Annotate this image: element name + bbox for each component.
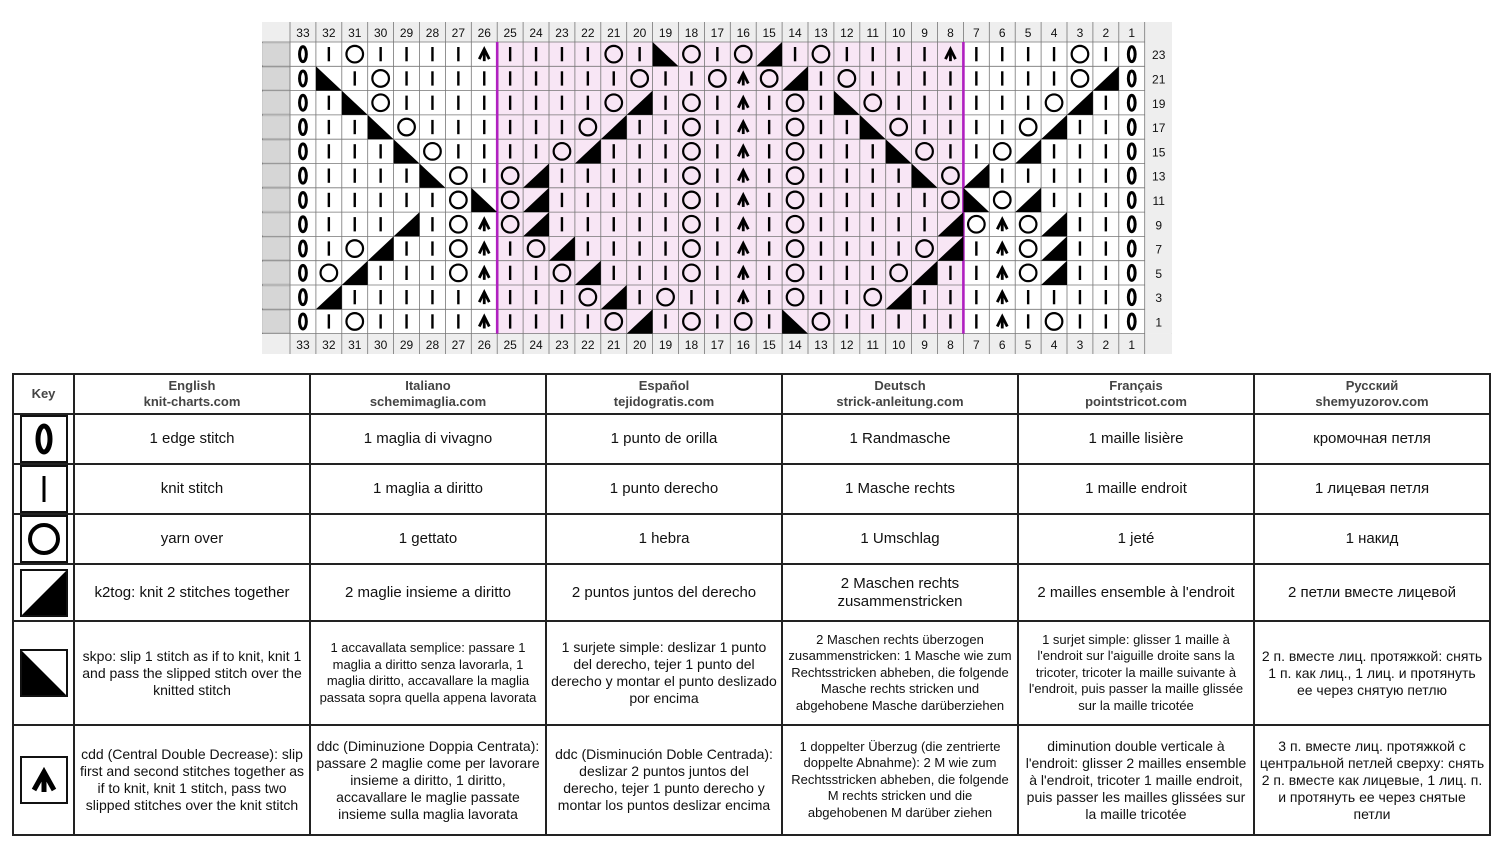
row-tab xyxy=(262,116,290,138)
key-text: ddc (Diminuzione Doppia Centrata): passare 2 maglie come per lavorare insieme a diritto, 1 diritto, accavallare le maglie passate insieme sulla maglia lavorata xyxy=(310,725,546,835)
language-site: strick-anleitung.com xyxy=(836,394,964,409)
key-text: 2 mailles ensemble à l'endroit xyxy=(1018,564,1254,621)
key-table xyxy=(12,373,1491,836)
key-text: 1 surjet simple: glisser 1 maille à l'endroit sur l'aiguille droite sans la tricoter, tricoter la maille suivante à l'endroit, puis passer la maille glissée sur la maille tricotée xyxy=(1018,621,1254,725)
column-number: 25 xyxy=(503,338,517,352)
column-number: 5 xyxy=(1024,26,1032,40)
column-number: 32 xyxy=(322,338,336,352)
column-number: 1 xyxy=(1128,338,1136,352)
column-number: 25 xyxy=(503,26,517,40)
column-number: 3 xyxy=(1076,26,1084,40)
key-text: cdd (Central Double Decrease): slip first and second stitches together as if to knit, knit 1 stitch, pass two slipped stitches over the knit stitch xyxy=(74,725,310,835)
key-text: 1 maglia a diritto xyxy=(310,464,546,514)
key-text: 1 Randmasche xyxy=(782,414,1018,464)
column-number: 13 xyxy=(814,26,828,40)
column-number: 15 xyxy=(762,338,776,352)
row-number: 1 xyxy=(1155,315,1163,330)
language-name: Deutsch xyxy=(874,378,926,393)
column-number: 4 xyxy=(1050,26,1058,40)
key-header-label: Key xyxy=(31,386,56,401)
key-text: кромочная петля xyxy=(1254,414,1490,464)
column-number: 24 xyxy=(529,26,543,40)
language-header xyxy=(1018,374,1254,414)
row-number: 9 xyxy=(1155,218,1163,233)
language-name: Italiano xyxy=(405,378,451,393)
column-number: 8 xyxy=(947,26,954,40)
key-text: 1 maglia di vivagno xyxy=(310,414,546,464)
column-number: 24 xyxy=(529,338,543,352)
column-number: 2 xyxy=(1102,338,1110,352)
column-number: 27 xyxy=(451,338,466,352)
row-tab xyxy=(262,43,290,65)
key-row-cdd xyxy=(13,725,1490,835)
row-number: 21 xyxy=(1152,72,1166,87)
column-number: 21 xyxy=(607,26,621,40)
row-tab xyxy=(262,213,290,235)
key-text: diminution double verticale à l'endroit: glisser 2 mailles ensemble à l'endroit, tricoter 1 maille endroit, puis passer les mailles glissées sur la maille tricotée xyxy=(1018,725,1254,835)
key-text: 1 лицевая петля xyxy=(1254,464,1490,514)
key-text: 2 Maschen rechts zusammenstricken xyxy=(782,564,1018,621)
column-number: 2 xyxy=(1102,26,1110,40)
row-tab xyxy=(262,237,290,259)
row-number: 19 xyxy=(1152,96,1166,111)
key-text: 1 surjete simple: deslizar 1 punto del derecho, tejer 1 punto del derecho y montar el punto deslizado por encima xyxy=(546,621,782,725)
column-number: 27 xyxy=(451,26,466,40)
key-text: 1 Masche rechts xyxy=(782,464,1018,514)
column-number: 19 xyxy=(658,26,673,40)
column-number: 11 xyxy=(866,26,879,40)
column-number: 17 xyxy=(710,26,725,40)
key-row-yarn-over xyxy=(13,514,1490,564)
column-number: 16 xyxy=(736,338,750,352)
column-number: 16 xyxy=(736,26,750,40)
row-number: 11 xyxy=(1152,193,1165,208)
row-number: 15 xyxy=(1152,145,1166,160)
column-number: 6 xyxy=(998,26,1006,40)
language-site: knit-charts.com xyxy=(143,394,241,409)
key-text: 1 jeté xyxy=(1018,514,1254,564)
column-number: 28 xyxy=(425,338,440,352)
language-name: Español xyxy=(638,378,690,393)
row-tab xyxy=(262,92,290,114)
column-number: 12 xyxy=(840,338,854,352)
row-tab xyxy=(262,310,290,332)
knitting-chart xyxy=(262,22,1172,354)
column-number: 20 xyxy=(632,338,647,352)
column-number: 28 xyxy=(425,26,440,40)
row-tab xyxy=(262,262,290,284)
key-text: knit stitch xyxy=(74,464,310,514)
yarn-over-icon xyxy=(20,515,68,563)
row-tab xyxy=(262,189,290,211)
key-text: 1 doppelter Überzug (die zentrierte doppelte Abnahme): 2 M wie zum Rechtsstricken abheben, die folgende M rechts stricken und die abgehobenen M darüber ziehen xyxy=(782,725,1018,835)
key-text: yarn over xyxy=(74,514,310,564)
column-number: 26 xyxy=(477,26,491,40)
key-text: 1 maille endroit xyxy=(1018,464,1254,514)
column-number: 19 xyxy=(658,338,673,352)
language-header xyxy=(74,374,310,414)
key-text: 2 п. вместе лиц. протяжкой: снять 1 п. как лиц., 1 лиц. и протянуть ее через снятую петлю xyxy=(1254,621,1490,725)
key-header xyxy=(13,374,74,414)
column-number: 21 xyxy=(607,338,621,352)
column-number: 32 xyxy=(322,26,336,40)
column-number: 29 xyxy=(399,26,414,40)
key-text: 1 maille lisière xyxy=(1018,414,1254,464)
language-header xyxy=(1254,374,1490,414)
column-number: 12 xyxy=(840,26,854,40)
column-number: 14 xyxy=(788,338,802,352)
column-number: 18 xyxy=(684,26,699,40)
language-header xyxy=(546,374,782,414)
language-header xyxy=(310,374,546,414)
key-text: skpo: slip 1 stitch as if to knit, knit 1 and pass the slipped stitch over the knitted stitch xyxy=(74,621,310,725)
column-number: 33 xyxy=(296,338,310,352)
column-number: 22 xyxy=(581,26,595,40)
key-text: 2 maglie insieme a diritto xyxy=(310,564,546,621)
column-number: 15 xyxy=(762,26,776,40)
key-text: 1 punto derecho xyxy=(546,464,782,514)
row-tab xyxy=(262,286,290,308)
language-site: tejidogratis.com xyxy=(613,394,715,409)
column-number: 33 xyxy=(296,26,310,40)
key-header-row xyxy=(13,374,1490,414)
column-number: 6 xyxy=(998,338,1006,352)
key-row-k2tog xyxy=(13,564,1490,621)
row-number: 17 xyxy=(1152,121,1166,136)
language-site: pointstricot.com xyxy=(1085,394,1187,409)
key-row-skpo xyxy=(13,621,1490,725)
column-number: 29 xyxy=(399,338,414,352)
column-number: 31 xyxy=(348,26,362,40)
column-number: 30 xyxy=(373,338,388,352)
column-number: 22 xyxy=(581,338,595,352)
key-text: 1 gettato xyxy=(310,514,546,564)
language-site: shemyuzorov.com xyxy=(1315,394,1429,409)
column-number: 30 xyxy=(373,26,388,40)
column-number: 10 xyxy=(891,338,906,352)
column-number: 23 xyxy=(555,26,569,40)
k2tog-icon xyxy=(20,569,68,617)
language-name: Русский xyxy=(1345,378,1399,393)
row-tab xyxy=(262,140,290,162)
key-text: 2 puntos juntos del derecho xyxy=(546,564,782,621)
column-number: 7 xyxy=(973,338,980,352)
column-number: 20 xyxy=(632,26,647,40)
row-tab xyxy=(262,67,290,89)
edge-stitch-icon xyxy=(20,415,68,463)
column-number: 7 xyxy=(973,26,980,40)
key-row-knit xyxy=(13,464,1490,514)
column-number: 5 xyxy=(1024,338,1032,352)
key-text: 1 накид xyxy=(1254,514,1490,564)
column-number: 14 xyxy=(788,26,802,40)
key-text: ddc (Disminución Doble Centrada): deslizar 2 puntos juntos del derecho, tejer 1 punto derecho y montar los puntos deslizar encima xyxy=(546,725,782,835)
column-number: 31 xyxy=(348,338,362,352)
column-number: 17 xyxy=(710,338,725,352)
column-number: 4 xyxy=(1050,338,1058,352)
row-number: 13 xyxy=(1152,169,1166,184)
key-text: 3 п. вместе лиц. протяжкой с центральной петлей сверху: снять 2 п. вместе как лицевые, 1 лиц. п. и протянуть ее через снятые петли xyxy=(1254,725,1490,835)
key-text: 1 punto de orilla xyxy=(546,414,782,464)
column-number: 13 xyxy=(814,338,828,352)
chart-grid xyxy=(262,22,1172,354)
key-text: 1 accavallata semplice: passare 1 maglia a diritto senza lavorarla, 1 maglia diritto, accavallare la maglia passata sopra quella appena lavorata xyxy=(310,621,546,725)
column-number: 18 xyxy=(684,338,699,352)
row-number: 3 xyxy=(1155,291,1163,306)
column-number: 8 xyxy=(947,338,954,352)
language-name: English xyxy=(168,378,216,393)
key-text: 2 Maschen rechts überzogen zusammenstricken: 1 Masche wie zum Rechtsstricken abheben, die folgende Masche rechts stricken und abgehobene Masche darüberziehen xyxy=(782,621,1018,725)
key-row-edge-stitch xyxy=(13,414,1490,464)
row-number: 23 xyxy=(1152,48,1166,63)
skpo-icon xyxy=(20,649,68,697)
key-text: k2tog: knit 2 stitches together xyxy=(74,564,310,621)
column-number: 23 xyxy=(555,338,569,352)
cdd-icon xyxy=(20,756,68,804)
column-number: 9 xyxy=(921,26,928,40)
row-tab xyxy=(262,165,290,187)
language-header xyxy=(782,374,1018,414)
key-text: 1 hebra xyxy=(546,514,782,564)
key-text: 1 edge stitch xyxy=(74,414,310,464)
column-number: 3 xyxy=(1076,338,1084,352)
column-number: 9 xyxy=(921,338,928,352)
key-text: 1 Umschlag xyxy=(782,514,1018,564)
column-number: 11 xyxy=(866,338,879,352)
column-number: 26 xyxy=(477,338,491,352)
key-text: 2 петли вместе лицевой xyxy=(1254,564,1490,621)
language-name: Français xyxy=(1109,378,1163,393)
row-number: 5 xyxy=(1155,266,1163,281)
language-site: schemimaglia.com xyxy=(369,394,487,409)
column-number: 1 xyxy=(1128,26,1136,40)
row-number: 7 xyxy=(1155,242,1163,257)
column-number: 10 xyxy=(891,26,906,40)
knit-stitch-icon xyxy=(20,465,68,513)
